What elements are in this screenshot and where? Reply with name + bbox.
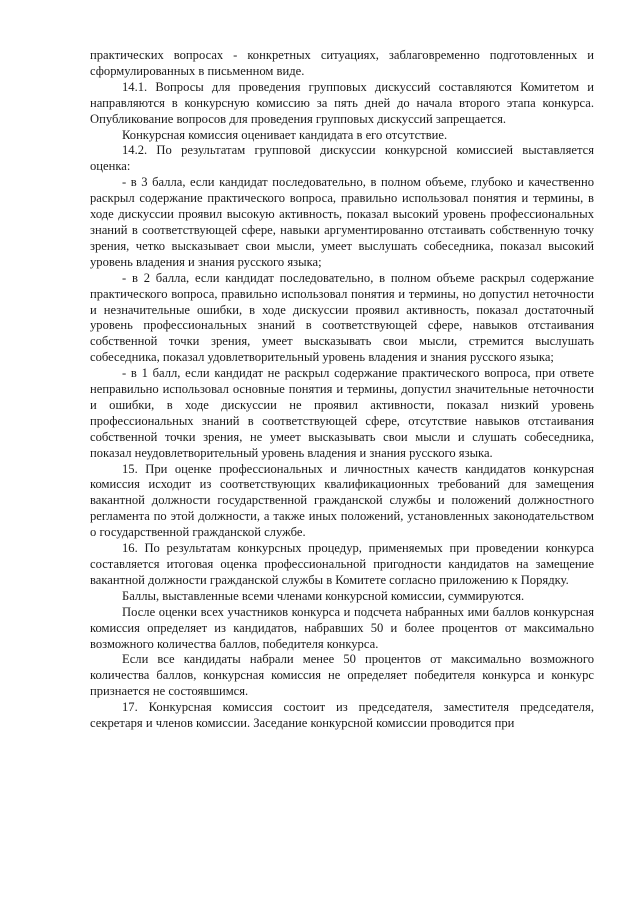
document-page [90,48,594,732]
paragraph-absence: Конкурсная комиссия оценивает кандидата в его отсутствие. [122,127,448,142]
paragraph-no-winner: Если все кандидаты набрали менее 50 процентов от максимально возможного количества баллов, конкурсная комиссия не определяет победителя конкурса и конкурс признается не состоявшимся. [90,652,594,699]
paragraph-scores-summed: Баллы, выставленные всеми членами конкурсной комиссии, суммируются. [122,588,525,603]
paragraph-17: 17. Конкурсная комиссия состоит из председателя, заместителя председателя, секретаря и членов комиссии. Заседание конкурсной комиссии проводится при [90,700,594,731]
paragraph-continuation: практических вопросах - конкретных ситуациях, заблаговременно подготовленных и сформулированных в письменном виде. [90,48,594,78]
paragraph-16: 16. По результатам конкурсных процедур, применяемых при проведении конкурса составляется итоговая оценка профессиональной пригодности кандидатов на замещение вакантной должности гражданской службы в Комитете согласно приложению к Порядку. [90,541,594,587]
paragraph-score-3: - в 3 балла, если кандидат последовательно, в полном объеме, глубоко и качественно раскрыл содержание практического вопроса, правильно использовал понятия и термины, в ходе дискуссии проявил высокую активность, показал высокий уровень профессиональных знаний в соответствующей сфере, навыки аргументированно отстаивать собственную точку зрения, четко высказывает свои мысли, умеет выслушать собеседника, показал высокий уровень владения и знания русского языка; [90,175,594,269]
paragraph-14-2: 14.2. По результатам групповой дискуссии конкурсной комиссией выставляется оценка: [90,143,594,174]
paragraph-winner: После оценки всех участников конкурса и подсчета набранных ими баллов конкурсная комиссия определяет из кандидатов, набравших 50 и более процентов от максимально возможного количества баллов, победителя конкурса. [90,604,594,651]
paragraph-14-1: 14.1. Вопросы для проведения групповых дискуссий составляются Комитетом и направляются в конкурсную комиссию за пять дней до начала второго этапа конкурса. Опубликование вопросов для проведения групповых дискуссий запрещается. [90,79,594,126]
paragraph-15: 15. При оценке профессиональных и личностных качеств кандидатов конкурсная комиссия исходит из соответствующих квалификационных требований для замещения вакантной должности государственной гражданской службы и положений должностного регламента по этой должности, а также иных положений, установленных законодательством о государственной гражданской службе. [90,461,594,540]
paragraph-score-1: - в 1 балл, если кандидат не раскрыл содержание практического вопроса, при ответе неправильно использовал основные понятия и термины, допустил значительные неточности и ошибки, в ходе дискуссии не проявил активности, показал низкий уровень профессиональных знаний в соответствующей сфере, отсутствие навыков отстаивания собственной точки зрения, не умеет высказывать свои мысли и слушать собеседника, показал неудовлетворительный уровень владения и знания русского языка. [90,366,594,460]
paragraph-score-2: - в 2 балла, если кандидат последовательно, в полном объеме раскрыл содержание практического вопроса, правильно использовал понятия и термины, но допустил неточности и незначительные ошибки, в ходе дискуссии проявил активность, показал достаточный уровень профессиональных знаний в соответствующей сфере, навыков отстаивания собственной точки зрения, умеет высказывать свои мысли, стремится выслушать собеседника, показал удовлетворительный уровень владения и знания русского языка; [90,270,594,365]
